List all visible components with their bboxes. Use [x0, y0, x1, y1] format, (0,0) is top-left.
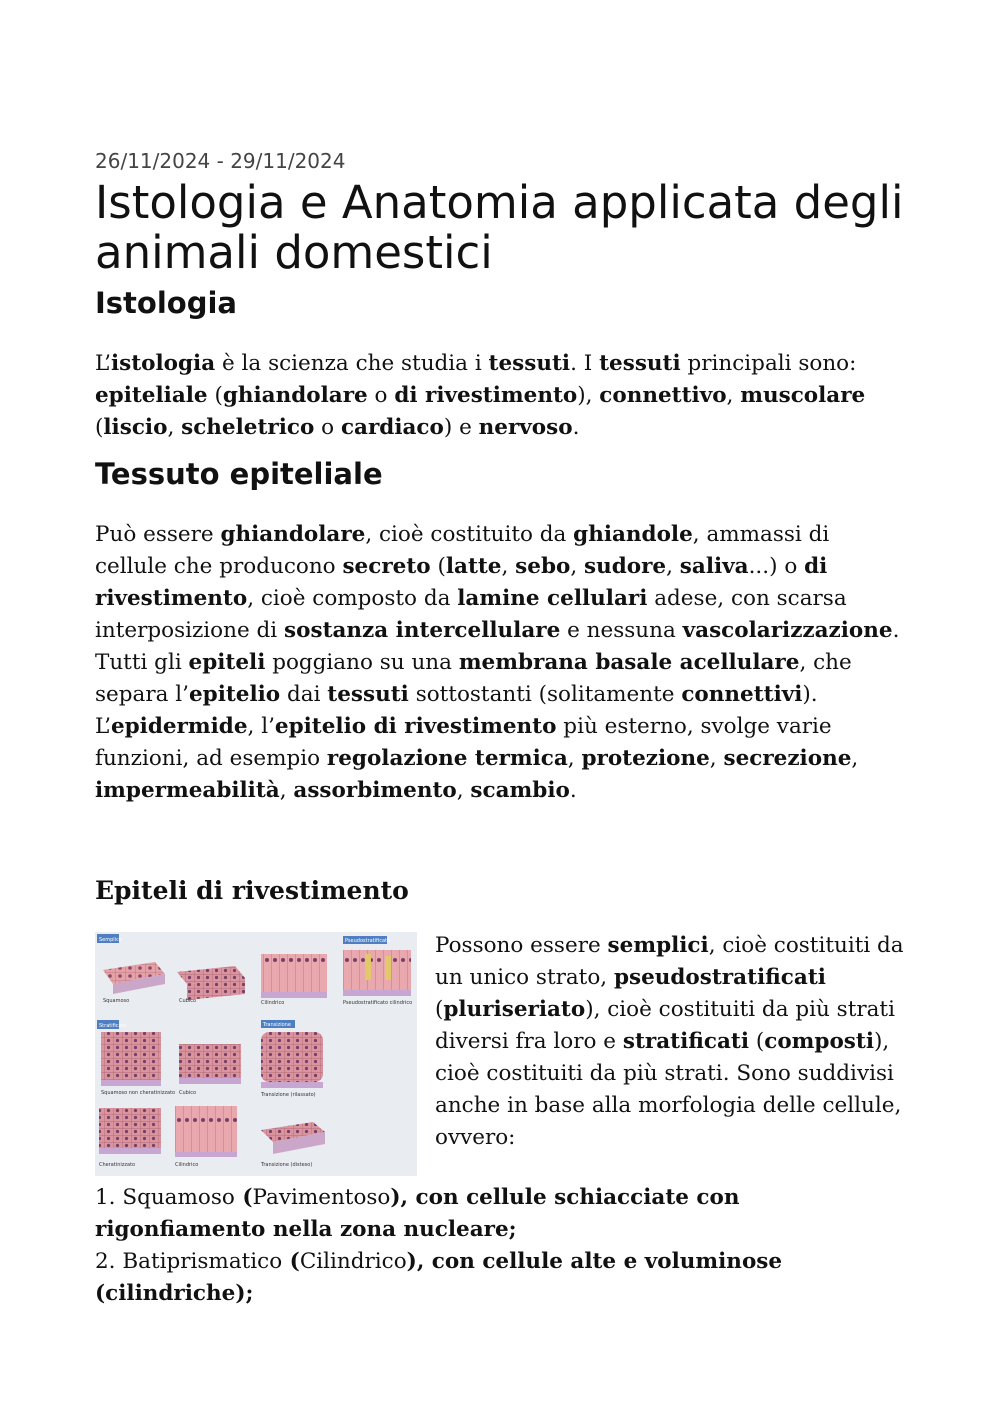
text-run: . I	[570, 351, 600, 376]
text-run: ,	[167, 415, 182, 440]
bold-term: tessuti	[488, 351, 571, 376]
bold-term: pluriseriato	[443, 997, 586, 1022]
text-run: (	[207, 383, 223, 408]
bold-term: istologia	[110, 351, 216, 376]
bold-term: secrezione	[723, 746, 852, 771]
text-run: Cilindrico	[299, 1249, 407, 1274]
tissue-squamoso-non-cheratinizzato	[101, 1032, 161, 1086]
text-run: 2. Batiprismatico	[95, 1249, 283, 1274]
figure-label: Cubico	[179, 1090, 197, 1096]
tissue-cubico	[177, 966, 245, 1000]
bold-term: (	[234, 1185, 253, 1210]
text-run: ,	[709, 746, 724, 771]
paragraph-epiteli-rivestimento	[435, 930, 905, 1154]
figure-label: Squamoso	[103, 998, 130, 1004]
bold-term: scambio	[470, 778, 570, 803]
text-run: ), cioè costituiti da più strati. Sono suddivisi anche in base alla morfologia delle cellule, ovvero:	[435, 1029, 902, 1150]
bold-term: ghiandolare	[220, 522, 366, 547]
text-run: ,	[726, 383, 741, 408]
text-run: , cioè costituiti da un unico strato,	[435, 933, 904, 990]
bold-term: liscio	[103, 415, 168, 440]
bold-term: secreto	[342, 554, 431, 579]
paragraph-istologia	[95, 348, 905, 444]
section-heading-tessuto-epiteliale: Tessuto epiteliale	[95, 457, 383, 491]
bold-term: semplici	[607, 933, 709, 958]
text-run: .	[569, 778, 577, 803]
bold-term: pseudostratificati	[613, 965, 826, 990]
tissue-cubico-stratificato	[179, 1044, 241, 1084]
text-run: Può essere	[95, 522, 221, 547]
text-run: ,	[567, 746, 582, 771]
text-run: , ammassi di cellule che producono	[95, 522, 830, 579]
figure-label: Pseudostratificato cilindrico	[343, 1000, 413, 1006]
figure-label: Transizione (rilassato)	[261, 1092, 316, 1098]
text-run: dai	[280, 682, 328, 707]
tissue-cheratinizzato	[99, 1108, 161, 1154]
figure-label: Cilindrico	[175, 1162, 199, 1168]
bold-term: epitelio di rivestimento	[274, 714, 557, 739]
bold-term: epiteliale	[95, 383, 208, 408]
bold-term: tessuti	[599, 351, 681, 376]
section-heading-istologia: Istologia	[95, 286, 237, 320]
bold-term: ), con cellule alte e voluminose (cilindriche);	[95, 1249, 783, 1306]
tissue-transizione-rilassato	[261, 1032, 323, 1088]
bold-term: latte	[445, 554, 502, 579]
text-run: ,	[570, 554, 584, 579]
figure-label: Cheratinizzato	[99, 1162, 136, 1168]
bold-term: di rivestimento	[95, 554, 828, 611]
text-run: sottostanti (solitamente	[408, 682, 682, 707]
text-run: ,	[279, 778, 294, 803]
bold-term: muscolare	[740, 383, 866, 408]
date-range: 26/11/2024 - 29/11/2024	[95, 149, 346, 173]
bold-term: epitelio	[188, 682, 281, 707]
bold-term: composti	[764, 1029, 875, 1054]
text-run: , l’	[247, 714, 275, 739]
text-run: e nessuna	[560, 618, 683, 643]
text-run: .	[572, 415, 580, 440]
text-run: , che separa l’	[95, 650, 852, 707]
bold-term: sudore	[584, 554, 667, 579]
bold-term: ghiandole	[573, 522, 693, 547]
bold-term: stratificati	[622, 1029, 750, 1054]
text-run: ,	[456, 778, 471, 803]
bold-term: protezione	[581, 746, 710, 771]
epithelium-types-figure	[95, 932, 417, 1176]
bold-term: (	[282, 1249, 300, 1274]
text-run: (	[435, 997, 444, 1022]
list-item	[95, 1246, 905, 1310]
text-run: ). L’	[95, 682, 818, 739]
bold-term: epidermide	[110, 714, 248, 739]
text-run: , cioè composto da	[247, 586, 458, 611]
text-run: ,	[501, 554, 516, 579]
bold-term: tessuti	[327, 682, 409, 707]
bold-term: connettivo	[599, 383, 727, 408]
page-title: Istologia e Anatomia applicata degli animali domestici	[95, 176, 904, 279]
bold-term: regolazione termica	[326, 746, 568, 771]
tissue-cilindrico	[261, 954, 327, 998]
bold-term: ), con cellule schiacciate con rigonfiamento nella zona nucleare;	[95, 1185, 740, 1242]
text-run: (	[749, 1029, 765, 1054]
figure-label: Stratificato	[99, 1023, 127, 1029]
text-run: Pavimentoso	[252, 1185, 391, 1210]
text-run: 1. Squamoso	[95, 1185, 235, 1210]
bold-term: connettivi	[681, 682, 803, 707]
tissue-cilindrico-stratificato	[175, 1106, 237, 1157]
text-run: . Tutti gli	[95, 618, 900, 675]
text-run: adese, con scarsa interposizione di	[95, 586, 847, 643]
figure-label: Semplice	[99, 937, 122, 943]
text-run: poggiano su una	[265, 650, 459, 675]
text-run: ,	[666, 554, 680, 579]
bold-term: sebo	[515, 554, 571, 579]
bold-term: ghiandolare	[222, 383, 368, 408]
text-run: ) e	[443, 415, 479, 440]
bold-term: impermeabilità	[95, 778, 280, 803]
text-run: L’	[95, 351, 111, 376]
text-run: ,	[851, 746, 859, 771]
bold-term: cardiaco	[340, 415, 444, 440]
text-run: principali sono:	[680, 351, 857, 376]
text-run: o	[367, 383, 395, 408]
subsection-heading-epiteli: Epiteli di rivestimento	[95, 876, 409, 905]
bold-term: scheletrico	[181, 415, 315, 440]
morphology-list	[95, 1182, 905, 1310]
text-run: ...) o	[748, 554, 805, 579]
bold-term: nervoso	[478, 415, 573, 440]
bold-term: vascolarizzazione	[682, 618, 893, 643]
bold-term: epiteli	[188, 650, 266, 675]
text-run: è la scienza che studia i	[215, 351, 489, 376]
bold-term: lamine cellulari	[457, 586, 648, 611]
text-run: Possono essere	[435, 933, 608, 958]
text-run: (	[95, 415, 104, 440]
figure-label: Pseudostratificato	[345, 938, 391, 944]
bold-term: assorbimento	[293, 778, 457, 803]
figure-label: Squamoso non cheratinizzato	[101, 1090, 176, 1096]
tissue-pseudostratificato-cilindrico	[343, 950, 411, 996]
list-item	[95, 1182, 905, 1246]
text-run: , cioè costituito da	[365, 522, 574, 547]
paragraph-tessuto-epiteliale	[95, 519, 905, 807]
figure-label: Transizione (disteso)	[261, 1162, 313, 1168]
figure-label: Transizione	[263, 1022, 291, 1028]
text-run: o	[314, 415, 341, 440]
figure-label: Cubico	[179, 998, 197, 1004]
figure-label: Cilindrico	[261, 1000, 285, 1006]
bold-term: membrana basale acellulare	[458, 650, 800, 675]
text-run: più esterno, svolge varie funzioni, ad esempio	[95, 714, 832, 771]
bold-term: di rivestimento	[394, 383, 578, 408]
bold-term: sostanza intercellulare	[284, 618, 561, 643]
text-run: ),	[577, 383, 600, 408]
text-run: ), cioè costituiti da più strati diversi fra loro e	[435, 997, 895, 1054]
text-run: (	[430, 554, 446, 579]
bold-term: saliva	[679, 554, 749, 579]
